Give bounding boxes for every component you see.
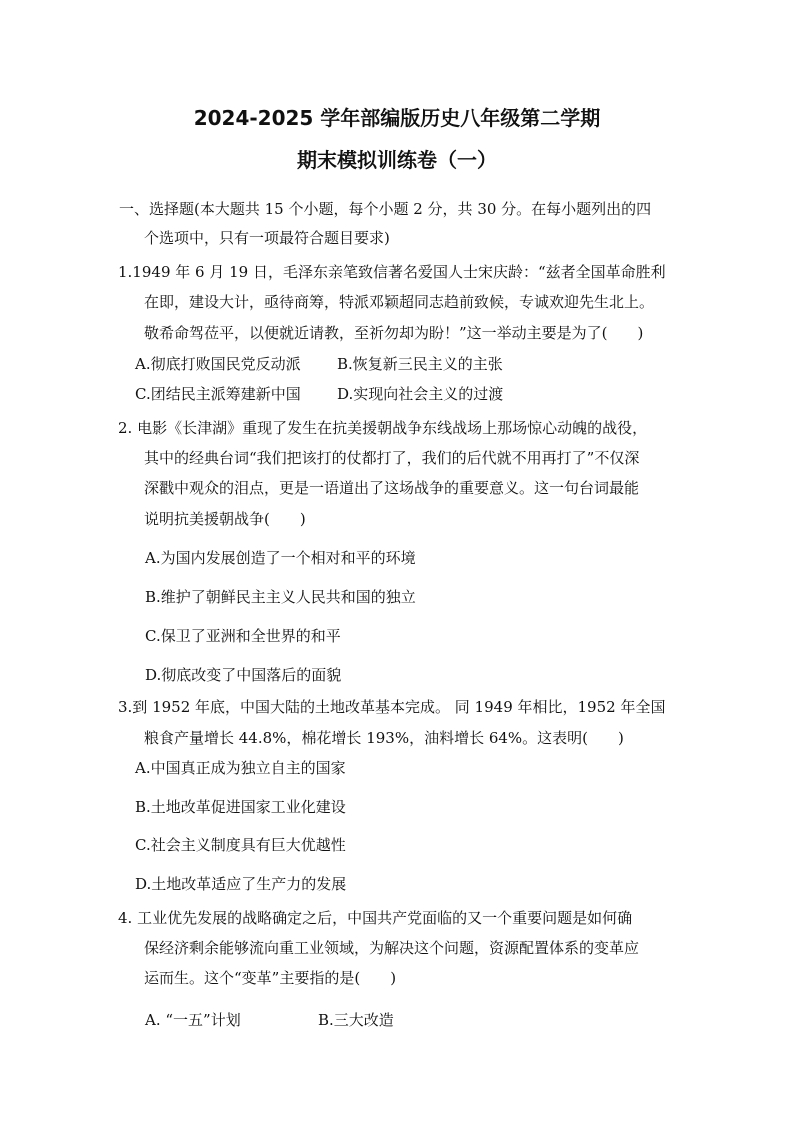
question-4-line3: 运而生。这个“变革”主要指的是( ) [144,969,397,987]
exam-title-line2: 期末模拟训练卷（一） [297,148,497,172]
question-3-option-c: C.社会主义制度具有巨大优越性 [135,836,346,854]
question-2-line2: 其中的经典台词“我们把该打的仗都打了，我们的后代就不用再打了”不仅深 [144,449,640,467]
question-1-option-a: A.彻底打败国民党反动派 [135,355,301,373]
question-2-option-d: D.彻底改变了中国落后的面貌 [145,666,342,684]
question-1-option-c: C.团结民主派筹建新中国 [135,385,301,403]
question-2-option-b: B.维护了朝鲜民主主义人民共和国的独立 [145,588,416,606]
question-3-option-b: B.土地改革促进国家工业化建设 [135,798,346,816]
question-1-line3: 敬希命驾莅平，以便就近请教，至祈勿却为盼！”这一举动主要是为了( ) [144,324,644,342]
question-3-option-d: D.土地改革适应了生产力的发展 [135,875,347,893]
section-intro-line1: 一、选择题(本大题共 15 个小题，每个小题 2 分，共 30 分。在每小题列出的四 [119,200,652,218]
question-4-line1: 4. 工业优先发展的战略确定之后，中国共产党面临的又一个重要问题是如何确 [118,909,633,927]
section-intro-line2: 个选项中，只有一项最符合题目要求) [144,229,390,247]
question-3-line2: 粮食产量增长 44.8%，棉花增长 193%，油料增长 64%。这表明( ) [144,729,624,747]
question-2-option-c: C.保卫了亚洲和全世界的和平 [145,627,341,645]
question-2-line1: 2. 电影《长津湖》重现了发生在抗美援朝战争东线战场上那场惊心动魄的战役， [118,419,648,437]
question-1-line2: 在即，建设大计，亟待商筹，特派邓颖超同志趋前致候，专诚欢迎先生北上。 [144,293,655,311]
question-1-option-d: D.实现向社会主义的过渡 [337,385,504,403]
question-3-line1: 3.到 1952 年底，中国大陆的土地改革基本完成。 同 1949 年相比，1952 年全国 [118,698,666,716]
question-3-option-a: A.中国真正成为独立自主的国家 [135,759,346,777]
question-4-line2: 保经济剩余能够流向重工业领域，为解决这个问题，资源配置体系的变革应 [144,939,640,957]
question-4-option-a: A. “一五”计划 [145,1011,241,1029]
question-1-option-b: B.恢复新三民主义的主张 [337,355,503,373]
question-4-option-b: B.三大改造 [318,1011,394,1029]
exam-title-line1: 2024-2025 学年部编版历史八年级第二学期 [193,106,601,130]
question-2-line4: 说明抗美援朝战争( ) [144,510,306,528]
question-1-line1: 1.1949 年 6 月 19 日，毛泽东亲笔致信著名爱国人士宋庆龄：“兹者全国革命胜利 [118,263,666,281]
question-2-option-a: A.为国内发展创造了一个相对和平的环境 [145,549,416,567]
question-2-line3: 深戳中观众的泪点，更是一语道出了这场战争的重要意义。这一句台词最能 [144,479,640,497]
